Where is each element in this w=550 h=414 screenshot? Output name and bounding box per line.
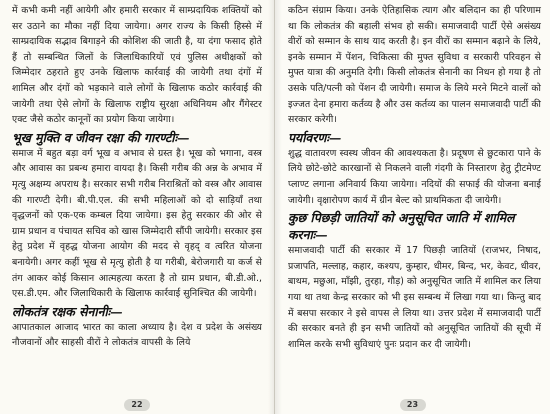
left-paragraph-communal-harmony: में कभी कमी नहीं आयेगी और हमारी सरकार में साम्प्रदायिक शक्तियों को सर उठाने का मौका नहीं दिया जायेगा। अगर राज्य के किसी हिस्से में साम्प्रदायिक सद्भाव बिगाड़ने की कोशिश की जाती है, या दंगा फसाद होते हैं तो सम्बन्धित जिलों के जिलाधिकारियों एवं पुलिस अधीक्षकों को जिम्मेदार ठहराते हुए उनके खिलाफ कार्रवाई की जायेगी तथा दंगों में शामिल और दंगों को भड़काने वाले लोगों के खिलाफ कठोर कार्रवाई की जायेगी तथा ऐसे लोगों के खिलाफ राष्ट्रीय सुरक्षा अधिनियम और गैंगेस्टर एक्ट जैसे कठोर कानूनों का प्रयोग किया जायेगा।: [12, 5, 262, 126]
right-paragraph-democracy-fighters: कठिन संग्राम किया। उनके ऐतिहासिक त्याग और बलिदान का ही परिणाम था कि लोकतंत्र की बहाली संभव हो सकी। समाजवादी पार्टी ऐसे असंख्य वीरों को सम्मान के साथ याद करती है। इन वीरों का सम्मान बढ़ाने के लिये, इनके सम्मान में पेंशन, चिकित्सा की मुफ्त सुविधा व सरकारी परिवहन से मुफ्त यात्रा की अनुमति देगी। किसी लोकतंत्र सेनानी का निधन हो गया है तो उसके पति/पत्नी को पेंशन दी जायेगी। समाज के लिये मरने मिटने वालों को इज्जत देना हमारा कर्तव्य है और उस कर्तव्य का पालन समाजवादी पार्टी की सरकार करेगी।: [288, 5, 541, 126]
left-paragraph-emergency: आपातकाल आजाद भारत का काला अध्याय है। देश व प्रदेश के असंख्य नौजवानों और साहसी वीरों ने लोकतंत्र वापसी के लिये: [12, 321, 262, 349]
left-page-number: 22: [124, 399, 150, 411]
left-heading-hunger-guarantee: भूख मुक्ति व जीवन रक्षा की गारण्टीः—: [12, 129, 190, 145]
right-heading-scheduled-caste-inclusion: कुछ पिछड़ी जातियों को अनुसूचित जाति में शामिल करनाः—: [288, 210, 515, 243]
right-paragraph-backward-castes: समाजवादी पार्टी की सरकार में 17 पिछड़ी जातियों (राजभर, निषाद, प्रजापति, मल्लाह, कहार, कश्यप, कुम्हार, धीमर, बिन्द, भर, केवट, धीवर, बाथम, मछुआ, माँझी, तुरहा, गौड़) को अनुसूचित जाति में शामिल कर लिया गया था तथा केन्द्र सरकार को भी इस सम्बन्ध में लिखा गया था। किन्तु बाद में बसपा सरकार ने इसे वापस ले लिया था। उत्तर प्रदेश में समाजवादी पार्टी की सरकार बनते ही इन सभी जातियों को अनुसूचित जातियों की सूची में शामिल करके सभी सुविधाएं पुनः प्रदान कर दी जायेगी।: [288, 245, 541, 350]
left-paragraph-hunger: समाज में बहुत बड़ा वर्ग भूख व अभाव से ग्रस्त है। भूख को भगाना, वस्त्र और आवास का प्रबन्ध हमारा वायदा है। किसी गरीब की अन्न के अभाव में मृत्यु अक्षम्य अपराध है। सरकार सभी गरीब निराश्रितों को वस्त्र और आवास की गारण्टी देगी। बी.पी.एल. की सभी महिलाओं को दो साड़ियाँ तथा वृद्धजनों को एक-एक कम्बल दिया जायेगा। इस हेतु सरकार की ओर से ग्राम प्रधान व पंचायत सचिव को खास जिम्मेदारी सौंपी जायेगी। सरकार इस हेतु प्रदेश में वृहद्ध योजना आयोग की मदद से वृहद् व त्वरित योजना बनायेगी। अगर कहीं भूख से मृत्यु होती है या गरीबी, बेरोजगारी या कर्ज से तंग आकर कोई किसान आत्महत्या करता है तो ग्राम प्रधान, बी.डी.ओ., एस.डी.एम. और जिलाधिकारी के खिलाफ कार्रवाई सुनिश्चित की जायेगी।: [12, 147, 262, 300]
right-page: [275, 0, 550, 414]
right-heading-environment: पर्यावरणः—: [288, 129, 342, 145]
right-paragraph-environment: शुद्ध वातावरण स्वस्थ जीवन की आवश्यकता है। प्रदूषण से छुटकारा पाने के लिये छोटे-छोटे कारखानों से निकलने वाली गंदगी के निस्तारण हेतु ट्रीटमेण्ट प्लाण्ट लगाना अनिवार्य किया जायेगा। नदियों की सफाई की योजना बनाई जायेगी। वृक्षारोपण कार्य में ग्रीन बेल्ट को प्राथमिकता दी जायेगी।: [288, 147, 541, 206]
left-heading-democracy-fighters: लोकतंत्र रक्षक सेनानीः—: [12, 303, 123, 319]
right-page-number: 23: [400, 399, 426, 411]
